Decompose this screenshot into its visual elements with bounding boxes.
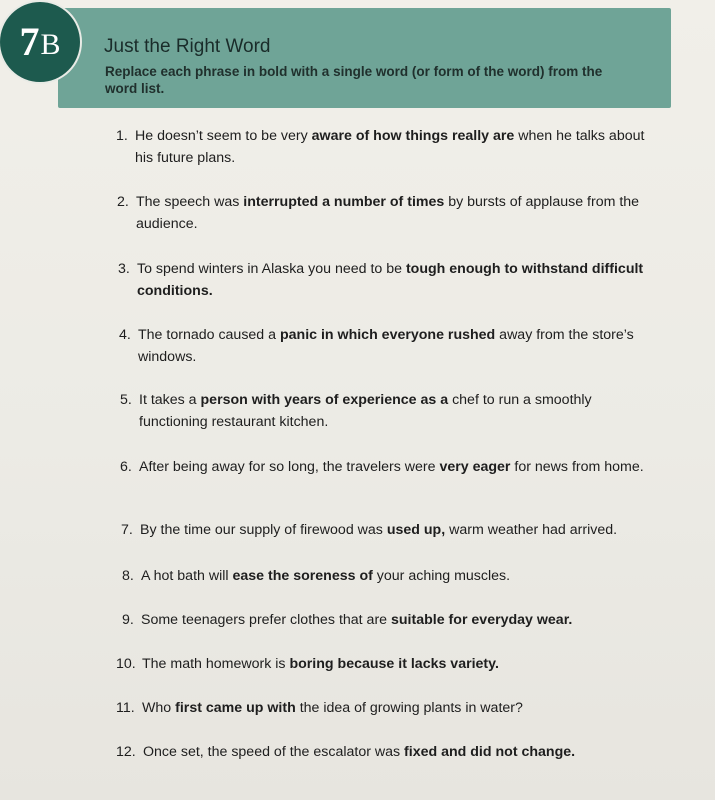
- badge-letter: B: [40, 28, 61, 61]
- item-number: 2.: [117, 194, 129, 210]
- item-number: 10.: [116, 656, 136, 672]
- item-text: To spend winters in Alaska you need to be tough enough to withstand difficult conditions.: [137, 261, 644, 299]
- section-instructions: Replace each phrase in bold with a single word (or form of the word) from the word list.: [105, 64, 603, 96]
- item-number: 6.: [120, 459, 132, 475]
- exercise-item: [116, 697, 651, 719]
- bold-phrase: interrupted a number of times: [243, 194, 445, 210]
- exercise-item: [116, 653, 651, 675]
- item-number: 4.: [119, 327, 131, 343]
- exercise-item: [116, 741, 651, 763]
- exercise-item: [116, 125, 651, 169]
- item-number: 1.: [116, 128, 128, 144]
- badge-number: 7: [19, 19, 40, 64]
- exercise-item: [122, 609, 657, 631]
- item-number: 5.: [120, 392, 132, 408]
- item-text: Some teenagers prefer clothes that are suitable for everyday wear.: [141, 612, 573, 628]
- item-number: 7.: [121, 522, 133, 538]
- exercise-item: [122, 565, 657, 587]
- exercise-item: [120, 389, 655, 433]
- item-number: 3.: [118, 261, 130, 277]
- bold-phrase: aware of how things really are: [311, 128, 515, 144]
- bold-phrase: suitable for everyday wear.: [391, 612, 573, 628]
- exercise-item: [119, 324, 654, 368]
- section-title: Just the Right Word: [104, 36, 271, 57]
- item-text: Who first came up with the idea of growing plants in water?: [142, 700, 523, 716]
- bold-phrase: first came up with: [175, 700, 296, 716]
- bold-phrase: tough enough to withstand difficult conditions.: [137, 261, 644, 299]
- item-text: By the time our supply of firewood was used up, warm weather had arrived.: [140, 522, 618, 538]
- item-text: After being away for so long, the travelers were very eager for news from home.: [139, 459, 644, 475]
- item-text: It takes a person with years of experience as a chef to run a smoothly functioning restaurant kitchen.: [139, 392, 592, 430]
- item-text: The speech was interrupted a number of times by bursts of applause from the audience.: [136, 194, 640, 232]
- item-text: He doesn’t seem to be very aware of how things really are when he talks about his future plans.: [135, 128, 645, 166]
- item-text: The math homework is boring because it lacks variety.: [142, 656, 499, 672]
- item-number: 12.: [116, 744, 136, 760]
- bold-phrase: ease the soreness of: [232, 568, 373, 584]
- bold-phrase: panic in which everyone rushed: [279, 327, 496, 343]
- bold-phrase: boring because it lacks variety.: [289, 656, 499, 672]
- item-text: The tornado caused a panic in which everyone rushed away from the store’s windows.: [138, 327, 634, 365]
- item-number: 9.: [122, 612, 134, 628]
- exercise-item: [120, 456, 655, 478]
- item-text: A hot bath will ease the soreness of your aching muscles.: [141, 568, 511, 584]
- exercise-item: [118, 258, 653, 302]
- item-number: 11.: [116, 700, 135, 716]
- bold-phrase: very eager: [439, 459, 511, 475]
- bold-phrase: person with years of experience as a: [200, 392, 449, 408]
- exercise-item: [117, 191, 652, 235]
- bold-phrase: used up,: [386, 522, 446, 538]
- item-number: 8.: [122, 568, 134, 584]
- item-text: Once set, the speed of the escalator was fixed and did not change.: [143, 744, 576, 760]
- bold-phrase: fixed and did not change.: [404, 744, 576, 760]
- exercise-item: [121, 519, 681, 541]
